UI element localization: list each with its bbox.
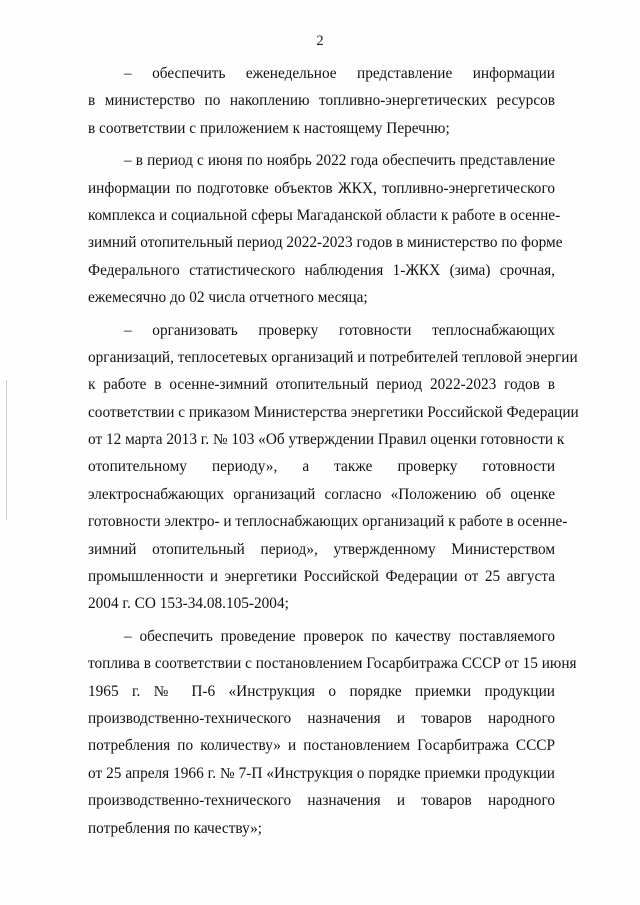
text-line: соответствии с приказом Министерства энергетики Российской Федерации <box>88 403 579 421</box>
text-line: зимний отопительный период 2022-2023 годов в министерство по форме <box>88 234 563 252</box>
text-line: производственно-технического назначения и товаров народного <box>88 792 555 810</box>
paragraph-1 <box>88 60 555 142</box>
text-line: комплекса и социальной сферы Магаданской области к работе в осенне- <box>88 206 561 224</box>
text-line: ежемесячно до 02 числа отчетного месяца; <box>88 289 368 307</box>
text-line: 1965 г. № П-6 «Инструкция о порядке приемки продукции <box>88 682 555 700</box>
text-line: – обеспечить проведение проверок по качеству поставляемого <box>124 627 555 645</box>
text-line: – организовать проверку готовности теплоснабжающих <box>124 321 555 339</box>
page-number: 2 <box>316 33 324 49</box>
scan-mark <box>6 380 7 520</box>
text-line: зимний отопительный период», утвержденному Министерством <box>88 540 555 558</box>
text-line: готовности электро- и теплоснабжающих организаций к работе в осенне- <box>88 513 568 531</box>
document-body <box>88 60 579 847</box>
text-line: к работе в осенне-зимний отопительный период 2022-2023 годов в <box>88 376 555 394</box>
text-line: от 12 марта 2013 г. № 103 «Об утверждении Правил оценки готовности к <box>88 431 565 449</box>
text-line: – в период с июня по ноябрь 2022 года обеспечить представление <box>124 152 555 170</box>
paragraph-3 <box>88 317 579 618</box>
text-line: в министерство по накоплению топливно-энергетических ресурсов <box>88 92 555 110</box>
text-line: топлива в соответствии с постановлением Госарбитража СССР от 15 июня <box>88 655 577 673</box>
text-line: Федерального статистического наблюдения 1-ЖКХ (зима) срочная, <box>88 261 555 279</box>
text-line: информации по подготовке объектов ЖКХ, топливно-энергетического <box>88 179 555 197</box>
text-line: от 25 апреля 1966 г. № 7-П «Инструкция о порядке приемки продукции <box>88 764 555 782</box>
text-line: промышленности и энергетики Российской Федерации от 25 августа <box>88 568 555 586</box>
text-line: производственно-технического назначения и товаров народного <box>88 709 555 727</box>
text-line: отопительному периоду», а также проверку готовности <box>88 458 555 476</box>
text-line: в соответствии с приложением к настоящему Перечню; <box>88 119 450 137</box>
text-line: – обеспечить еженедельное представление информации <box>124 65 555 82</box>
paragraph-4 <box>88 623 577 842</box>
text-line: потребления по качеству»; <box>88 819 263 837</box>
text-line: 2004 г. СО 153-34.08.105-2004; <box>88 595 289 613</box>
text-line: потребления по количеству» и постановлением Госарбитража СССР <box>88 737 555 755</box>
paragraph-2 <box>88 147 563 311</box>
text-line: организаций, теплосетевых организаций и потребителей тепловой энергии <box>88 348 578 366</box>
text-line: электроснабжающих организаций согласно «Положению об оценке <box>88 485 555 503</box>
